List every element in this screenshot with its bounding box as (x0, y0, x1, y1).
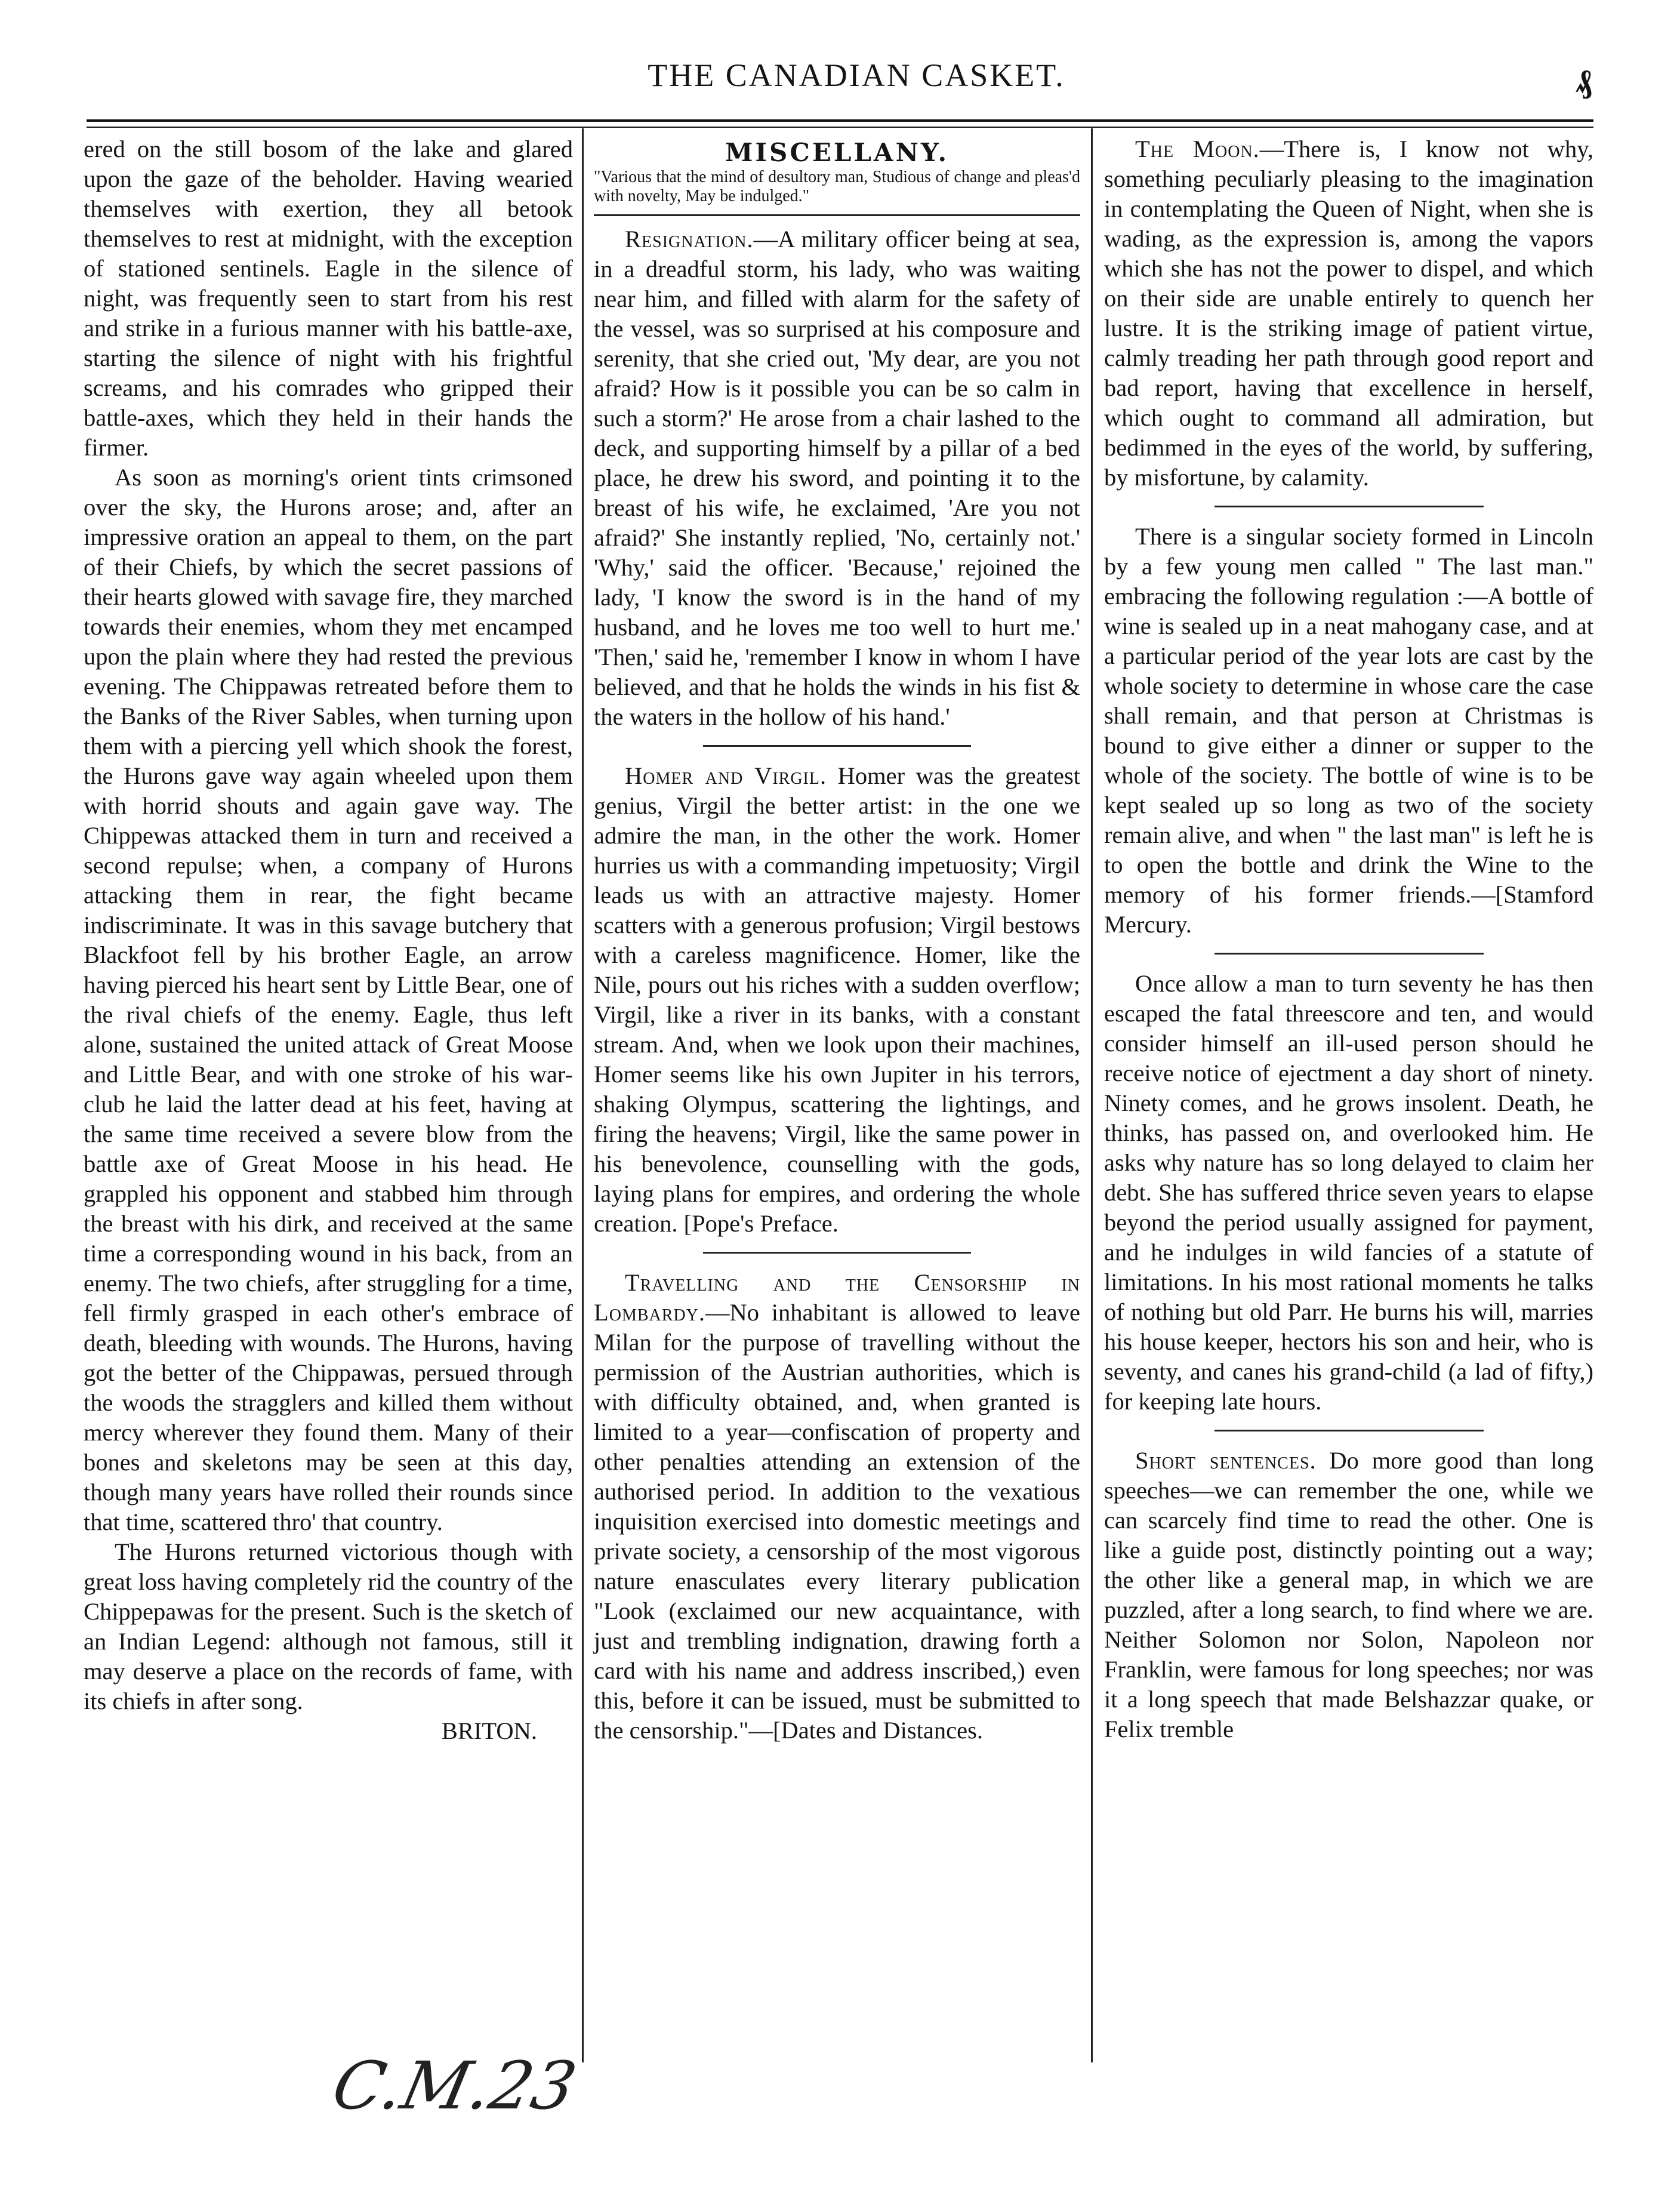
article-travelling (594, 1268, 1080, 1745)
article-seventy: Once allow a man to turn seventy he has then escaped the fatal threescore and ten, and would consider himself an ill-used person should he receive notice of ejectment a day short of ninety. Ninety comes, and he grows insolent. Death, he thinks, has passed on, and overlooked him. He asks why nature has so long delayed to claim her debt. She has suffered thrice seven years to elapse beyond the period usually assigned for payment, and he indulges in wild fancies of a statute of limitations. In his most rational moments he talks of nothing but old Parr. He burns his will, marries his house keeper, hectors his son and heir, who is seventy, and canes his grand-child (a lad of fifty,) for keeping late hours. (1104, 970, 1593, 1415)
article-body: —There is, I know not why, something peculiarly pleasing to the imagination in contemplating the Queen of Night, when she is wading, as the expression is, among the vapors which she has not the power to dispel, and which on their side are unable entirely to quench her lustre. It is the striking image of patient virtue, calmly treading her path through good report and bad report, having that excellence in herself, which ought to command all admiration, but bedimmed in the eyes of the world, by suffering, by misfortune, by calamity. (1104, 136, 1593, 491)
handwritten-annotation: C.M.23 (326, 2048, 583, 2124)
header-rule (87, 119, 1593, 122)
article-short-sentences (1104, 1446, 1593, 1744)
article-rule (703, 745, 970, 747)
legend-paragraph: ered on the still bosom of the lake and glared upon the gaze of the beholder. Having wearied themselves with exertion, they all betook themselves to rest at midnight, with the exception of stationed sentinels. Eagle in the silence of night, was frequently seen to start from his rest and strike in a furious manner with his battle-axe, starting the silence of night with his frightful screams, and his comrades who gripped their battle-axes, which they held in their hands the firmer. (84, 136, 573, 461)
article-rule (1214, 506, 1484, 507)
masthead-title: THE CANADIAN CASKET. (648, 57, 1065, 93)
column-left (84, 134, 573, 1746)
article-moon (1104, 134, 1593, 492)
author-signoff: BRITON. (441, 1717, 537, 1744)
article-heading: Short sentences. (1135, 1447, 1317, 1474)
article-body: —A military officer being at sea, in a dreadful storm, his lady, who was waiting near him, and filled with alarm for the safety of the vessel, was so surprised at his composure and serenity, that she cried out, 'My dear, are you not afraid? How is it possible you can be so calm in such a storm?' He arose from a chair lashed to the deck, and supporting himself by a pillar of a bed place, he drew his sword, and pointing it to the breast of his wife, he exclaimed, 'Are you not afraid?' She instantly replied, 'No, certainly not.' 'Why,' said the officer. 'Because,' rejoined the lady, 'I know the sword is in the hand of my husband, and he loves me too well to hurt me.' 'Then,' said he, 'remember I know in whom I have believed, and that he holds the winds in his fist & the waters in the hollow of his hand.' (594, 226, 1080, 730)
article-heading: Homer and Virgil. (625, 762, 827, 789)
column-divider (1091, 128, 1093, 2062)
article-body: Homer was the greatest genius, Virgil the better artist: in the one we admire the man, in the other the work. Homer hurries us with a commanding impetuosity; Virgil leads us with an attractive majesty. Homer scatters with a generous profusion; Virgil bestows with a careless magnificence. Homer, like the Nile, pours out his riches with a sudden overflow; Virgil, like a river in its banks, with a constant stream. And, when we look upon their machines, Homer seems like his own Jupiter in his terrors, shaking Olympus, scattering the lightings, and firing the heavens; Virgil, like the same power in his benevolence, counselling with the gods, laying plans for empires, and ordering the whole creation. [Pope's Preface. (594, 762, 1080, 1237)
column-divider (582, 128, 584, 2062)
page-number: ₰ (1576, 63, 1593, 99)
article-homer (594, 761, 1080, 1239)
article-heading: The Moon. (1135, 136, 1260, 162)
section-rule (594, 214, 1080, 216)
article-rule (703, 1252, 970, 1254)
article-rule (1214, 953, 1484, 955)
column-middle (594, 134, 1080, 1745)
article-heading: Travelling and the Censorship in Lombardy. (594, 1269, 1080, 1326)
legend-paragraph: As soon as morning's orient tints crimsoned over the sky, the Hurons arose; and, after an impressive oration an appeal to them, on the part of their Chiefs, by which the secret passions of their hearts glowed with savage fire, they marched towards their enemies, whom they met encamped upon the plain where they had rested the previous evening. The Chippawas retreated before them to the Banks of the River Sables, when turning upon them with a piercing yell which shook the forest, the Hurons gave way again wheeled upon them with horrid shouts and again gave way. The Chippewas attacked them in turn and received a second repulse; when, a company of Hurons attacking them in rear, the fight became indiscriminate. It was in this savage butchery that Blackfoot fell by his brother Eagle, an arrow having pierced his heart sent by Little Bear, one of the rival chiefs of the enemy. Eagle, thus left alone, sustained the united attack of Great Moose and Little Bear, and with one stroke of his war-club he laid the latter dead at his feet, having at the same time received a severe blow from the battle axe of Great Moose in his head. He grappled his opponent and stabbed him through the breast with his dirk, and received at the same time a corresponding wound in his back, from an enemy. The two chiefs, after struggling for a time, fell firmly grasped in each other's embrace of death, bleeding with wounds. The Hurons, having got the better of the Chippawas, persued through the woods the stragglers and killed them without mercy wherever they found them. Many of their bones and skeletons may be seen at this day, though many years have rolled their rounds since that time, scattered thro' that country. (84, 464, 573, 1535)
section-epigraph: "Various that the mind of desultory man, Studious of change and pleas'd with novelty, May be indulged." (594, 168, 1080, 205)
legend-paragraph: The Hurons returned victorious though with great loss having completely rid the country of the Chippepawas for the present. Such is the sketch of an Indian Legend: although not famous, still it may deserve a place on the records of fame, with its chiefs in after song. (84, 1538, 573, 1714)
article-heading: Resignation. (625, 226, 754, 253)
page-header (119, 57, 1593, 110)
column-right (1104, 134, 1593, 1744)
article-resignation (594, 224, 1080, 732)
article-body: Do more good than long speeches—we can remember the one, while we can scarcely find time to read the other. One is like a guide post, distinctly pointing out a way; the other like a general map, in which we are puzzled, after a long search, to find where we are. Neither Solomon nor Solon, Napoleon nor Franklin, were famous for long speeches; nor was it a long speech that made Belshazzar quake, or Felix tremble (1104, 1447, 1593, 1742)
article-body: —No inhabitant is allowed to leave Milan for the purpose of travelling without the permission of the Austrian authorities, which is with difficulty obtained, and, when granted is limited to a year—confiscation of property and other penalties attending an extension of the authorised period. In addition to the vexatious inquisition exercised into domestic meetings and private society, a censorship of the most vigorous nature enasculates every literary publication "Look (exclaimed our new acquaintance, with just and trembling indignation, drawing forth a card with his name and address inscribed,) even this, before it can be issued, must be submitted to the censorship."—[Dates and Distances. (594, 1299, 1080, 1744)
header-rule-thin (87, 127, 1593, 128)
article-rule (1214, 1430, 1484, 1431)
section-title: MISCELLANY. (725, 138, 950, 167)
article-society: There is a singular society formed in Lincoln by a few young men called " The last man." embracing the following regulation :—A bottle of wine is sealed up in a neat mahogany case, and at a particular period of the year lots are cast by the whole society to determine in whose care the case shall remain, and that person at Christmas is bound to give either a dinner or supper to the whole of the society. The bottle of wine is to be kept sealed up so long as two of the society remain alive, and when " the last man" is left he is to open the bottle and drink the Wine to the memory of his former friends.—[Stamford Mercury. (1104, 523, 1593, 938)
